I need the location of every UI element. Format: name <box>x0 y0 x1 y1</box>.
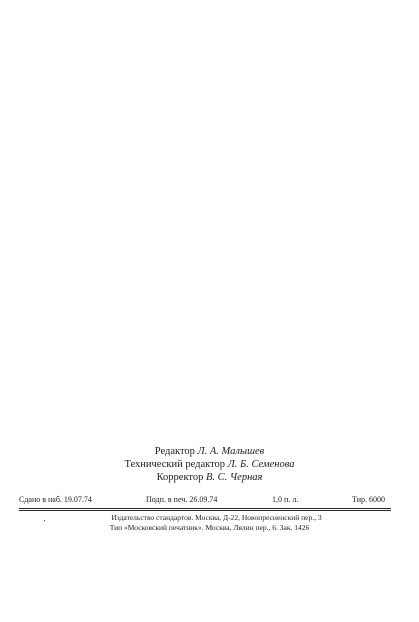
imprint-rule-top <box>19 508 391 509</box>
imprint-print-run: Тир. 6000 <box>352 495 385 504</box>
printing-house-line: Тип «Московский печатник». Москва, Лялин пер., 6. Зак. 1426 <box>109 523 310 532</box>
editor-role: Редактор <box>154 446 195 457</box>
publisher-line: Издательство стандартов. Москва, Д-22, Новопресненский пер., 3 <box>111 513 322 522</box>
imprint-sent-to-typesetting: Сдано в наб. 19.07.74 <box>19 495 92 504</box>
corrector-name: В. С. Черная <box>206 472 263 483</box>
tech-editor-role: Технический редактор <box>124 459 226 470</box>
imprint-printed-sheets: 1,0 п. л. <box>272 495 299 504</box>
corrector-role: Корректор <box>156 472 204 483</box>
editor-credit <box>0 445 419 458</box>
tech-editor-credit <box>0 458 419 471</box>
imprint-signed-for-print: Подп. в печ. 26.09.74 <box>146 495 218 504</box>
tech-editor-name: Л. Б. Семенова <box>227 459 295 470</box>
editor-name: Л. А. Малышев <box>197 446 265 457</box>
corrector-credit <box>0 471 419 484</box>
imprint-rule-bottom <box>19 510 391 511</box>
